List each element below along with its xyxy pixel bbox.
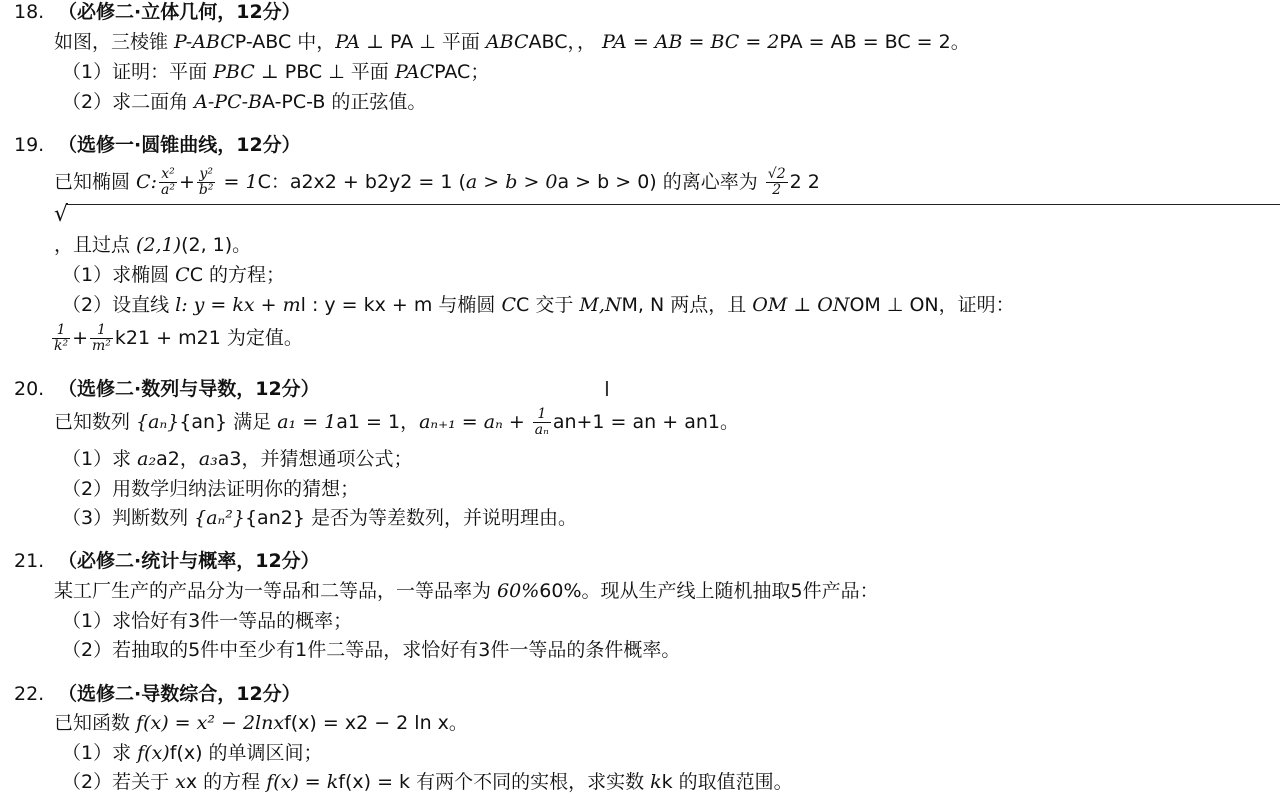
text: C 交于 bbox=[516, 294, 580, 316]
text: OM ⊥ ON，证明： bbox=[849, 294, 1015, 316]
math: M,N bbox=[579, 294, 622, 316]
q20-part3 bbox=[62, 506, 577, 530]
fraction bbox=[766, 167, 788, 198]
q19-stem bbox=[54, 165, 820, 199]
q20-title: （选修二·数列与导数，12分） bbox=[58, 378, 320, 400]
text: k 的取值范围。 bbox=[661, 771, 793, 793]
text: C：a2x2 + b2y2 = 1 ( bbox=[257, 171, 466, 193]
text: x 的方程 bbox=[185, 771, 267, 793]
q21-title: （必修二·统计与概率，12分） bbox=[58, 550, 320, 572]
math: a₂ bbox=[137, 448, 157, 470]
text: P-ABC 中， bbox=[234, 31, 336, 53]
q20-part2: （2）用数学归纳法证明你的猜想； bbox=[62, 478, 360, 500]
numerator: x² bbox=[159, 167, 177, 183]
text: A-PC-B 的正弦值。 bbox=[262, 91, 427, 113]
math: {aₙ} bbox=[136, 411, 180, 433]
math: ABC bbox=[485, 31, 529, 53]
text: an+1 = an + an1。 bbox=[552, 411, 739, 433]
text: 2 2 bbox=[789, 171, 820, 193]
text: （2）求二面角 bbox=[62, 91, 195, 113]
text: PA = AB = BC = 2。 bbox=[779, 31, 970, 53]
denominator: m² bbox=[92, 338, 111, 354]
text: ，且过点 bbox=[54, 234, 137, 256]
text: （1）求 bbox=[62, 742, 138, 764]
math: PA ⊥ bbox=[335, 31, 390, 53]
math: 60% bbox=[497, 580, 540, 602]
q19-point bbox=[54, 233, 251, 257]
numerator: 1 bbox=[533, 407, 551, 423]
math: PBC ⊥ bbox=[213, 61, 285, 83]
math: k bbox=[650, 771, 662, 793]
math: aₙ₊₁ = aₙ + bbox=[419, 411, 531, 433]
fraction bbox=[52, 323, 70, 354]
math: f(x) = k bbox=[266, 771, 339, 793]
denominator: a² bbox=[161, 182, 175, 198]
q18-stem bbox=[54, 30, 970, 54]
text: （2）设直线 bbox=[62, 294, 176, 316]
q21-number: 21. bbox=[14, 550, 45, 572]
text: （1）求 bbox=[62, 448, 138, 470]
sqrt-overline bbox=[66, 204, 1280, 205]
q20-part1 bbox=[62, 447, 413, 471]
fraction bbox=[159, 167, 177, 198]
q21-part2: （2）若抽取的5件中至少有1件二等品，求恰好有3件一等品的条件概率。 bbox=[62, 639, 681, 661]
q22-stem bbox=[54, 711, 468, 735]
denominator: b² bbox=[198, 182, 214, 198]
text: f(x) = x2 − 2 ln x。 bbox=[284, 712, 468, 734]
math: f(x) bbox=[137, 742, 170, 764]
q18-title: （必修二·立体几何，12分） bbox=[58, 1, 301, 23]
denominator: 2 bbox=[772, 182, 782, 198]
math: a > b > 0 bbox=[465, 171, 558, 193]
math: a₁ = 1 bbox=[277, 411, 337, 433]
numerator: √2 bbox=[767, 166, 786, 182]
text: + bbox=[178, 171, 195, 193]
fraction bbox=[90, 323, 113, 354]
fraction bbox=[197, 167, 216, 198]
text: M, N 两点，且 bbox=[621, 294, 753, 316]
text: PAC； bbox=[434, 61, 490, 83]
math: P-ABC bbox=[174, 31, 235, 53]
math: PAC bbox=[394, 61, 435, 83]
text: f(x) 的单调区间； bbox=[169, 742, 323, 764]
math: f(x) = x² − 2lnx bbox=[136, 712, 285, 734]
q22-title: （选修二·导数综合，12分） bbox=[58, 683, 301, 705]
q18-part1 bbox=[62, 60, 489, 84]
math: PA = AB = BC = 2 bbox=[602, 31, 780, 53]
text: （3）判断数列 bbox=[62, 507, 195, 529]
text: l : y = kx + m 与椭圆 bbox=[300, 294, 502, 316]
text: a > b > 0) 的离心率为 bbox=[557, 171, 764, 193]
text: ABC，， bbox=[528, 31, 596, 53]
text: (2, 1)。 bbox=[181, 234, 252, 256]
math: x bbox=[175, 771, 186, 793]
math: OM ⊥ ON bbox=[752, 294, 850, 316]
q19-part2-conclusion bbox=[50, 318, 303, 358]
text: a1 = 1， bbox=[336, 411, 420, 433]
text-cursor-icon: I bbox=[604, 377, 610, 401]
text: f(x) = k 有两个不同的实根，求实数 bbox=[338, 771, 651, 793]
text: PA ⊥ 平面 bbox=[390, 31, 486, 53]
text: 如图，三棱锥 bbox=[54, 31, 175, 53]
q22-number: 22. bbox=[14, 683, 45, 705]
math: A-PC-B bbox=[194, 91, 262, 113]
q22-part2 bbox=[62, 770, 793, 794]
q20-number: 20. bbox=[14, 378, 45, 400]
q21-stem bbox=[54, 579, 879, 603]
math: C bbox=[501, 294, 517, 316]
math: a₃ bbox=[198, 448, 218, 470]
q20-stem bbox=[54, 402, 739, 442]
q18-number: 18. bbox=[14, 1, 45, 23]
text: a2， bbox=[156, 448, 199, 470]
text: 某工厂生产的产品分为一等品和二等品，一等品率为 bbox=[54, 580, 498, 602]
numerator: 1 bbox=[90, 323, 113, 339]
text: （1）求椭圆 bbox=[62, 264, 176, 286]
text: {an} 满足 bbox=[179, 411, 278, 433]
q19-title: （选修一·圆锥曲线，12分） bbox=[58, 134, 301, 156]
text: 已知函数 bbox=[54, 712, 137, 734]
denominator: k² bbox=[54, 338, 69, 354]
fraction bbox=[533, 407, 551, 438]
numerator: y² bbox=[197, 167, 216, 183]
q19-part2 bbox=[62, 293, 1015, 317]
sqrt-symbol: √ bbox=[54, 202, 69, 227]
text: PBC ⊥ 平面 bbox=[284, 61, 395, 83]
text: （2）若关于 bbox=[62, 771, 176, 793]
text: 已知数列 bbox=[54, 411, 137, 433]
text: + bbox=[72, 327, 89, 349]
text: 已知椭圆 bbox=[54, 171, 137, 193]
q19-number: 19. bbox=[14, 134, 45, 156]
text: k21 + m21 为定值。 bbox=[114, 327, 303, 349]
text: C 的方程； bbox=[189, 264, 285, 286]
math: C: bbox=[136, 171, 157, 193]
text: a3，并猜想通项公式； bbox=[217, 448, 413, 470]
denominator: aₙ bbox=[534, 422, 549, 438]
q18-part2 bbox=[62, 90, 426, 114]
text: （1）证明：平面 bbox=[62, 61, 214, 83]
q22-part1 bbox=[62, 741, 323, 765]
math: = 1 bbox=[217, 171, 258, 193]
q21-part1: （1）求恰好有3件一等品的概率； bbox=[62, 610, 353, 632]
numerator: 1 bbox=[52, 323, 70, 339]
math: l: y = kx + m bbox=[175, 294, 301, 316]
text: {an2} 是否为等差数列，并说明理由。 bbox=[244, 507, 577, 529]
text: 60%。现从生产线上随机抽取5件产品： bbox=[539, 580, 879, 602]
math: C bbox=[175, 264, 190, 286]
math: (2,1) bbox=[136, 234, 182, 256]
q19-part1 bbox=[62, 263, 285, 287]
math: {aₙ²} bbox=[194, 507, 245, 529]
